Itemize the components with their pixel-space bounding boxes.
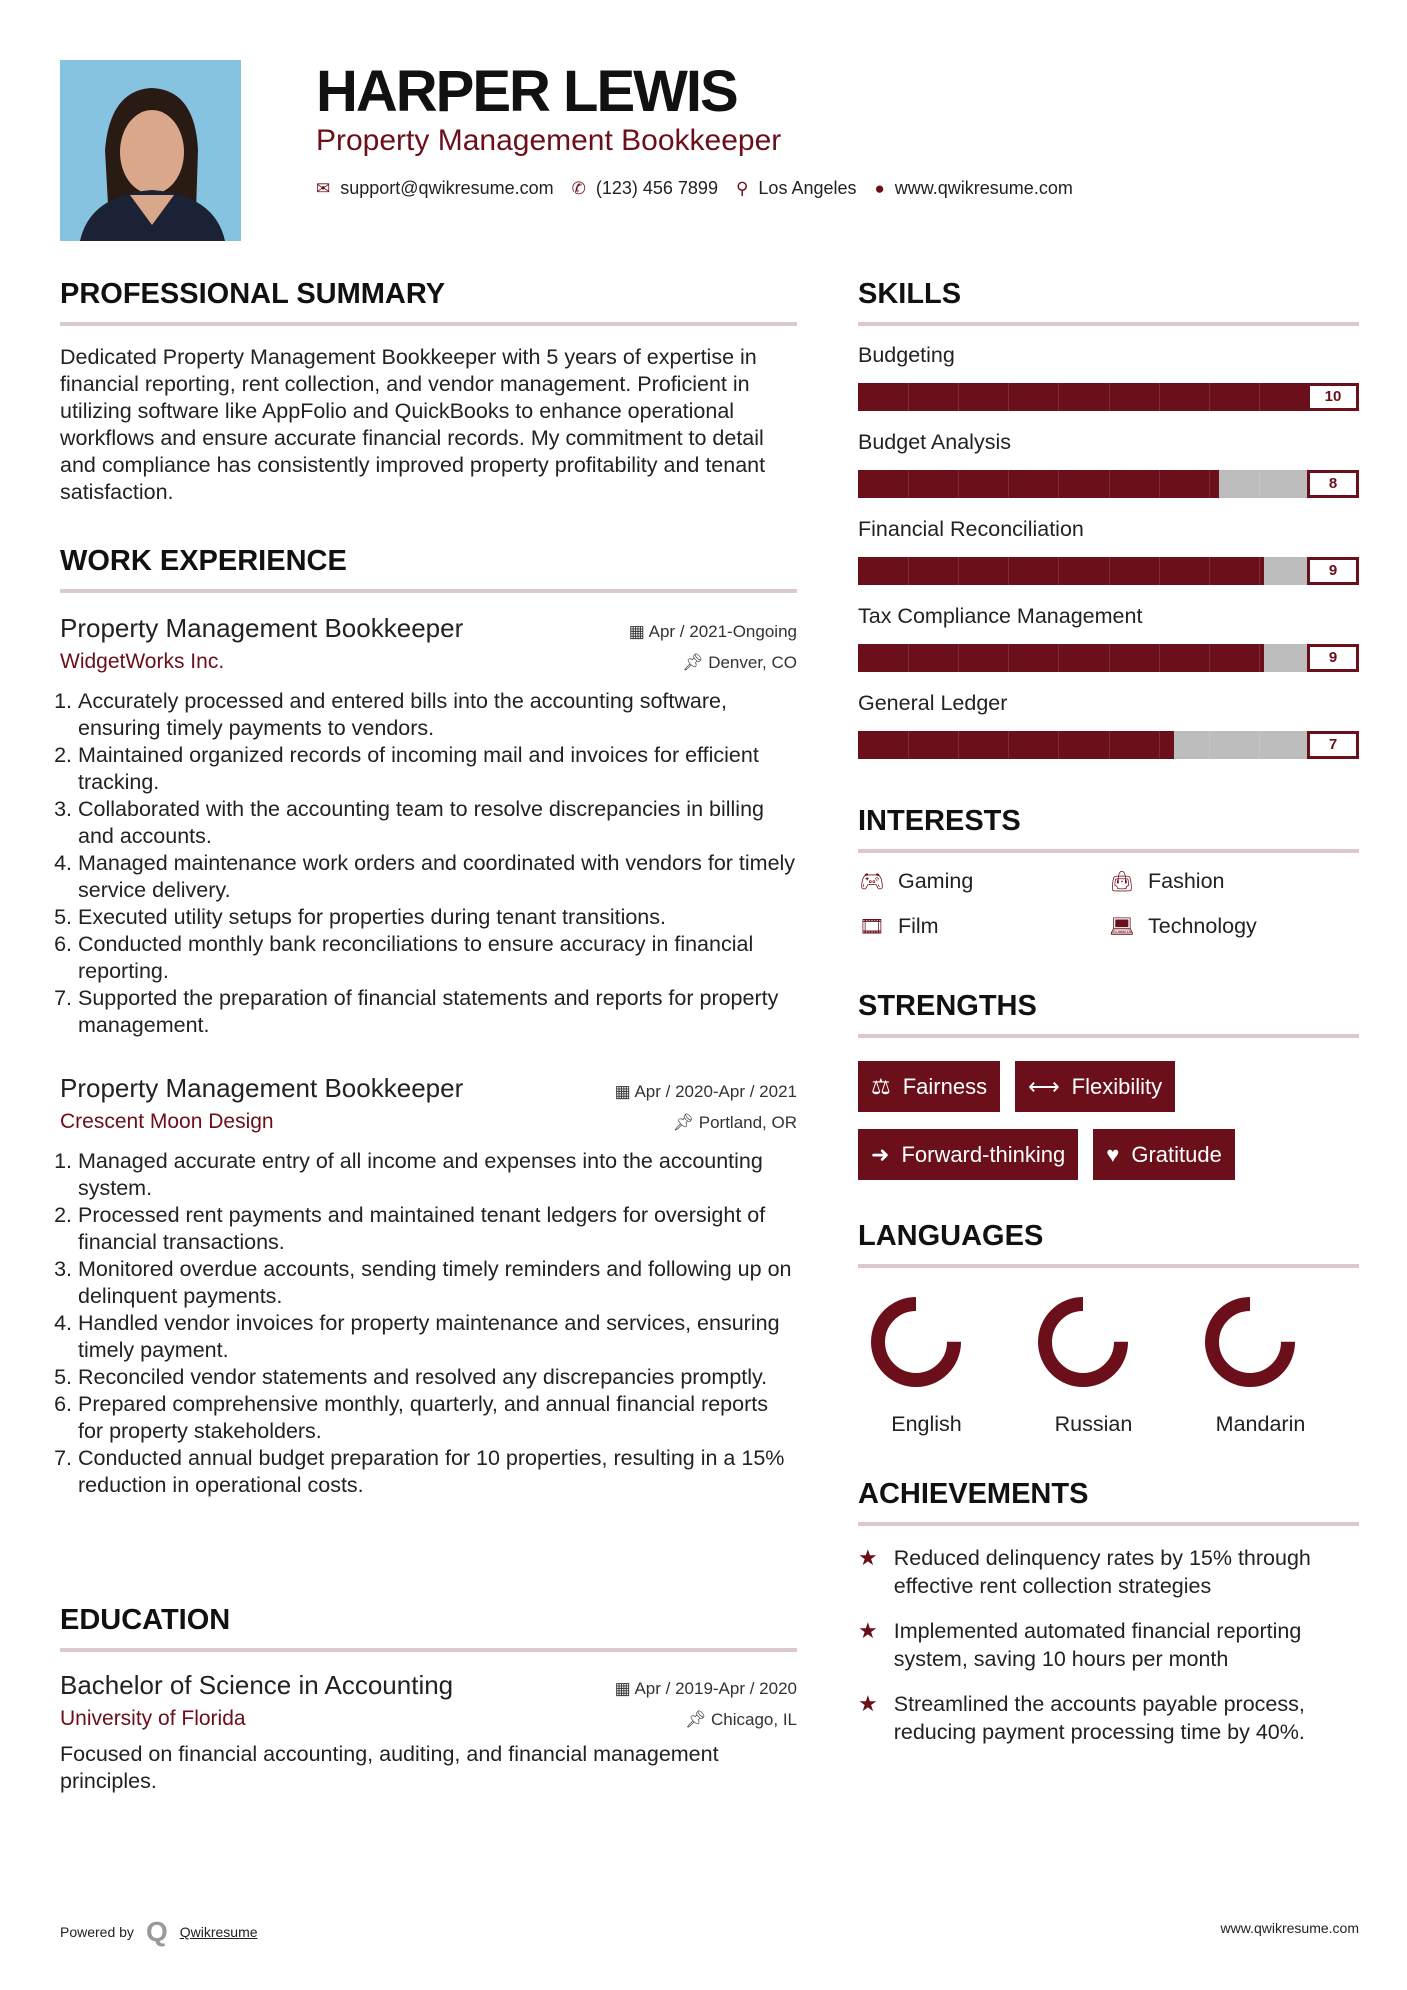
divider: [60, 1648, 797, 1652]
skill-bar: [858, 557, 1359, 585]
interest-item: [858, 914, 1108, 939]
phone-icon: ✆: [571, 178, 586, 198]
arrows-h-icon: ⟷: [1028, 1073, 1060, 1099]
skill-item: [858, 691, 1359, 759]
job-date: [615, 1082, 797, 1102]
job-bullet: 3. Collaborated with the accounting team to resolve discrepancies in billing and accounts.: [78, 796, 797, 850]
skill-bar: [858, 644, 1359, 672]
strength-label: Fairness: [902, 1073, 988, 1099]
candidate-title: Property Management Bookkeeper: [316, 124, 782, 157]
powered-by-text: Powered by: [60, 1924, 134, 1940]
job-bullet: 2. Maintained organized records of incoming mail and invoices for efficient tracking.: [78, 742, 797, 796]
skill-bar-fill: [858, 644, 1264, 672]
job-bullet: 3. Monitored overdue accounts, sending timely reminders and following up on delinquent payments.: [78, 1256, 797, 1310]
language-level-ring: [1033, 1292, 1133, 1392]
skill-item: [858, 430, 1359, 498]
education-location: [685, 1710, 797, 1730]
job-date: [629, 622, 797, 642]
laptop-icon: 💻︎: [1109, 916, 1135, 938]
achievements-section: [858, 1478, 1359, 1763]
pin-icon: 📌︎: [681, 653, 709, 672]
phone-text: (123) 456 7899: [595, 178, 718, 198]
skill-item: [858, 517, 1359, 585]
achievement-item: [858, 1544, 1359, 1600]
section-heading: WORK EXPERIENCE: [60, 545, 347, 577]
location-text: Chicago, IL: [711, 1710, 797, 1729]
job-bullet: 6. Conducted monthly bank reconciliations to ensure accuracy in financial reporting.: [78, 931, 797, 985]
skill-level: 9: [1307, 644, 1359, 672]
email-link[interactable]: support@qwikresume.com: [340, 178, 554, 198]
language-item: [1192, 1292, 1359, 1437]
skill-bar-fill: [858, 470, 1219, 498]
pin-icon: 📌︎: [684, 1710, 711, 1729]
job-entry: [60, 1073, 797, 1499]
map-marker-icon: ⚲: [735, 178, 749, 198]
summary-section: [60, 278, 797, 506]
shooting-star-icon: ★: [858, 1545, 878, 1570]
interest-label: Film: [898, 914, 939, 938]
section-heading: SKILLS: [858, 278, 962, 310]
footer-powered: [60, 1916, 258, 1948]
strength-label: Flexibility: [1071, 1073, 1163, 1099]
skill-name: General Ledger: [858, 691, 1008, 715]
footer-website[interactable]: www.qwikresume.com: [1220, 1920, 1359, 1936]
pin-icon: 📌︎: [672, 1113, 699, 1132]
date-text: Apr / 2020-Apr / 2021: [634, 1082, 797, 1101]
language-name: English: [891, 1412, 962, 1436]
languages-section: [858, 1220, 1359, 1437]
strength-badge: [1093, 1129, 1235, 1180]
skill-bar: [858, 383, 1359, 411]
interest-label: Fashion: [1148, 869, 1225, 893]
location-text: Denver, CO: [708, 653, 797, 672]
calendar-icon: ▦: [614, 1082, 635, 1101]
shopping-bag-icon: 👜︎: [1109, 871, 1135, 893]
skill-bar-fill: [858, 731, 1174, 759]
shooting-star-icon: ★: [858, 1691, 878, 1716]
strength-badge: [858, 1061, 1000, 1112]
date-text: Apr / 2021-Ongoing: [648, 622, 797, 641]
arrow-right-icon: ➜: [871, 1141, 890, 1167]
skill-item: [858, 604, 1359, 672]
job-bullet: 4. Handled vendor invoices for property maintenance and services, ensuring timely payment.: [78, 1310, 797, 1364]
skill-bar-fill: [858, 383, 1309, 411]
strength-label: Forward-thinking: [901, 1141, 1066, 1167]
calendar-icon: ▦: [614, 1679, 635, 1698]
strengths-section: [858, 990, 1359, 1180]
date-text: Apr / 2019-Apr / 2020: [634, 1679, 797, 1698]
gamepad-icon: 🎮︎: [859, 871, 885, 893]
skills-section: [858, 278, 1359, 778]
achievement-item: [858, 1690, 1359, 1746]
strength-badge: [1015, 1061, 1175, 1112]
job-entry: [60, 613, 797, 1039]
skill-bar-fill: [858, 557, 1264, 585]
language-level-ring: [866, 1292, 966, 1392]
section-heading: STRENGTHS: [858, 990, 1037, 1022]
envelope-icon: ✉: [316, 178, 331, 198]
calendar-icon: ▦: [628, 622, 649, 641]
interest-label: Gaming: [898, 869, 974, 893]
job-location: [672, 1113, 797, 1133]
location-text: Los Angeles: [758, 178, 857, 198]
website-link[interactable]: www.qwikresume.com: [894, 178, 1073, 198]
job-bullet: 6. Prepared comprehensive monthly, quarterly, and annual financial reports for property stakeholders.: [78, 1391, 797, 1445]
school: University of Florida: [60, 1707, 246, 1730]
degree: Bachelor of Science in Accounting: [60, 1670, 454, 1700]
job-bullet: 5. Executed utility setups for properties during tenant transitions.: [78, 904, 797, 931]
section-heading: PROFESSIONAL SUMMARY: [60, 278, 446, 310]
job-bullet: 2. Processed rent payments and maintained tenant ledgers for oversight of financial transactions.: [78, 1202, 797, 1256]
qwikresume-link[interactable]: Qwikresume: [179, 1924, 258, 1940]
skill-name: Budget Analysis: [858, 430, 1011, 454]
language-name: Mandarin: [1215, 1412, 1306, 1436]
skill-name: Budgeting: [858, 343, 955, 367]
globe-icon: ●: [874, 178, 885, 198]
divider: [858, 1522, 1359, 1526]
job-bullet: 7. Supported the preparation of financial statements and reports for property management.: [78, 985, 797, 1039]
experience-section: [60, 545, 797, 1499]
divider: [60, 589, 797, 593]
interest-item: [1108, 914, 1358, 939]
job-bullet: 1. Accurately processed and entered bills into the accounting software, ensuring timely payments to vendors.: [78, 688, 797, 742]
job-bullet: 1. Managed accurate entry of all income and expenses into the accounting system.: [78, 1148, 797, 1202]
job-title: Property Management Bookkeeper: [60, 613, 464, 643]
balance-scale-icon: ⚖: [871, 1073, 891, 1099]
job-title: Property Management Bookkeeper: [60, 1073, 464, 1103]
achievement-text: Implemented automated financial reporting system, saving 10 hours per month: [893, 1619, 1302, 1671]
skill-name: Tax Compliance Management: [858, 604, 1143, 628]
interest-label: Technology: [1148, 914, 1257, 938]
section-heading: EDUCATION: [60, 1604, 231, 1636]
achievement-text: Reduced delinquency rates by 15% through effective rent collection strategies: [893, 1546, 1311, 1598]
divider: [858, 322, 1359, 326]
location-text: Portland, OR: [698, 1113, 797, 1132]
education-section: [60, 1604, 797, 1795]
skill-level: 7: [1307, 731, 1359, 759]
divider: [858, 1034, 1359, 1038]
achievement-item: [858, 1617, 1359, 1673]
skill-bar: [858, 470, 1359, 498]
company-name: WidgetWorks Inc.: [60, 650, 225, 673]
job-bullet: 7. Conducted annual budget preparation for 10 properties, resulting in a 15% reduction in operational costs.: [78, 1445, 797, 1499]
job-bullet: 4. Managed maintenance work orders and coordinated with vendors for timely service delivery.: [78, 850, 797, 904]
interests-section: [858, 805, 1359, 939]
interest-item: [1108, 869, 1358, 894]
skill-level: 9: [1307, 557, 1359, 585]
skill-name: Financial Reconciliation: [858, 517, 1084, 541]
strength-badge: [858, 1129, 1078, 1180]
summary-text: Dedicated Property Management Bookkeeper with 5 years of expertise in financial reporting, rent collection, and vendor management. Proficient in utilizing software like AppFolio and QuickBooks to enhance operational workflows and ensure accurate financial records. My commitment to detail and compliance has consistently improved property profitability and tenant satisfaction.: [60, 345, 766, 504]
job-bullets: [60, 1148, 797, 1499]
job-location: [682, 653, 797, 673]
job-bullet: 5. Reconciled vendor statements and resolved any discrepancies promptly.: [78, 1364, 797, 1391]
candidate-name: HARPER LEWIS: [316, 59, 737, 124]
divider: [858, 849, 1359, 853]
interest-item: [858, 869, 1108, 894]
strength-label: Gratitude: [1131, 1141, 1222, 1167]
heart-icon: ♥: [1106, 1141, 1120, 1167]
skill-level: 8: [1307, 470, 1359, 498]
company-name: Crescent Moon Design: [60, 1110, 274, 1133]
skill-bar: [858, 731, 1359, 759]
language-name: Russian: [1054, 1412, 1133, 1436]
education-date: [615, 1679, 797, 1699]
profile-photo: [60, 60, 241, 241]
divider: [858, 1264, 1359, 1268]
section-heading: INTERESTS: [858, 805, 1021, 837]
language-level-ring: [1200, 1292, 1300, 1392]
section-heading: LANGUAGES: [858, 1220, 1044, 1252]
skill-level: 10: [1307, 383, 1359, 411]
contact-info: [316, 178, 1073, 199]
job-bullets: [60, 688, 797, 1039]
film-icon: 🎞︎: [859, 916, 885, 938]
section-heading: ACHIEVEMENTS: [858, 1478, 1089, 1510]
education-description: Focused on financial accounting, auditing, and financial management principles.: [60, 1742, 719, 1793]
shooting-star-icon: ★: [858, 1618, 878, 1643]
qwikresume-logo-icon: Q: [145, 1916, 168, 1947]
divider: [60, 322, 797, 326]
achievement-text: Streamlined the accounts payable process, reducing payment processing time by 40%.: [893, 1692, 1305, 1744]
skill-item: [858, 343, 1359, 411]
